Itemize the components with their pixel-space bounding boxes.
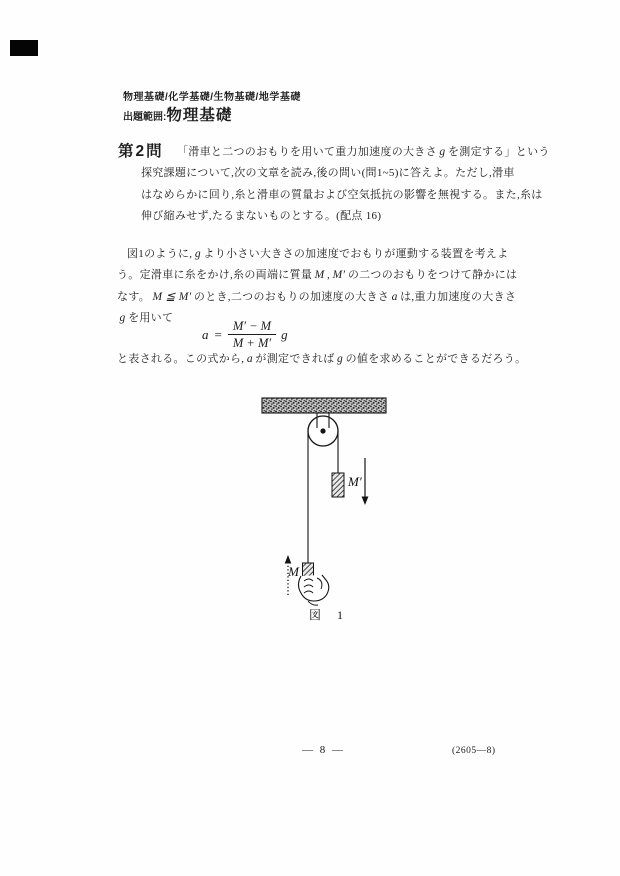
text-segment: う。定滑車に糸をかけ,糸の両端に質量 [117,269,313,281]
equation-g-factor: g [281,326,288,342]
weight-m-label: M [288,564,299,579]
weight-m-prime-label: M′ [348,474,362,489]
math-variable: g [337,353,344,365]
up-arrow-head [285,555,292,564]
acceleration-equation [202,319,288,350]
header-exam-range [123,103,232,125]
math-variable: g [194,248,201,260]
weight-m-prime [332,473,344,497]
fraction-denominator: M + M′ [232,336,272,350]
equation-lhs: a [202,326,209,342]
body-line [117,268,517,282]
body-line [117,311,173,325]
hand-wrist [308,601,318,605]
text-segment: と表される。この式から, [117,353,245,365]
text-segment: より小さい大きさの加速度でおもりが運動する装置を考えよ [203,248,509,260]
text-segment: の二つのおもりをつけて静かには [347,269,518,281]
range-value: 物理基礎 [166,107,233,124]
text-segment: はなめらかに回り,糸と滑車の質量および空気抵抗の影響を無視する。また,糸は [141,189,543,201]
body-line [117,352,526,366]
text-segment: を用いて [128,312,174,324]
equation-fraction [228,319,276,350]
math-variable: g [439,146,446,158]
ceiling-bar [262,398,386,413]
pulley-axle [320,428,325,433]
text-segment: なす。 [117,291,151,303]
text-segment: 「滑車と二つのおもりを用いて重力加速度の大きさ [177,146,437,158]
math-variable: a [391,291,398,303]
body-line [117,290,516,304]
problem-line [141,166,515,180]
problem-line [141,188,543,202]
print-code: (2605—8) [452,746,496,756]
math-variable: M [314,269,325,281]
figure-1 [255,395,395,630]
text-segment: 図1のように, [127,248,193,260]
text-segment: 探究課題について,次の文章を読み,後の問い(問1~5)に答えよ。ただし,滑車 [141,167,515,179]
range-label: 出題範囲: [123,112,167,123]
text-segment: 伸び縮みせず,たるまないものとする。(配点 16) [141,210,382,222]
scan-artifact [10,40,38,56]
text-segment: は,重力加速度の大きさ [400,291,517,303]
pulley-diagram [255,395,395,630]
math-variable: M ≦ M′ [152,291,192,303]
problem-line [177,145,550,159]
equals-sign: = [214,326,222,342]
down-arrow-head [362,497,369,506]
math-variable: a [246,353,253,365]
hand [299,575,329,601]
text-segment: を測定する」という [447,146,550,158]
text-segment: が測定できれば [255,353,335,365]
figure-caption: 図 1 [309,608,346,622]
question-number: 第2問 [118,143,164,160]
text-segment: の値を求めることができるだろう。 [345,353,527,365]
math-variable: M′ [332,269,346,281]
math-variable: g [119,312,126,324]
header-subject-list: 物理基礎/化学基礎/生物基礎/地学基礎 [123,92,301,103]
fraction-numerator: M′ − M [228,319,276,335]
page-number: — 8 — [302,744,345,756]
body-line [127,247,509,261]
text-segment: のとき,二つのおもりの加速度の大きさ [193,291,390,303]
problem-line [141,209,381,223]
text-segment: , [327,269,331,281]
